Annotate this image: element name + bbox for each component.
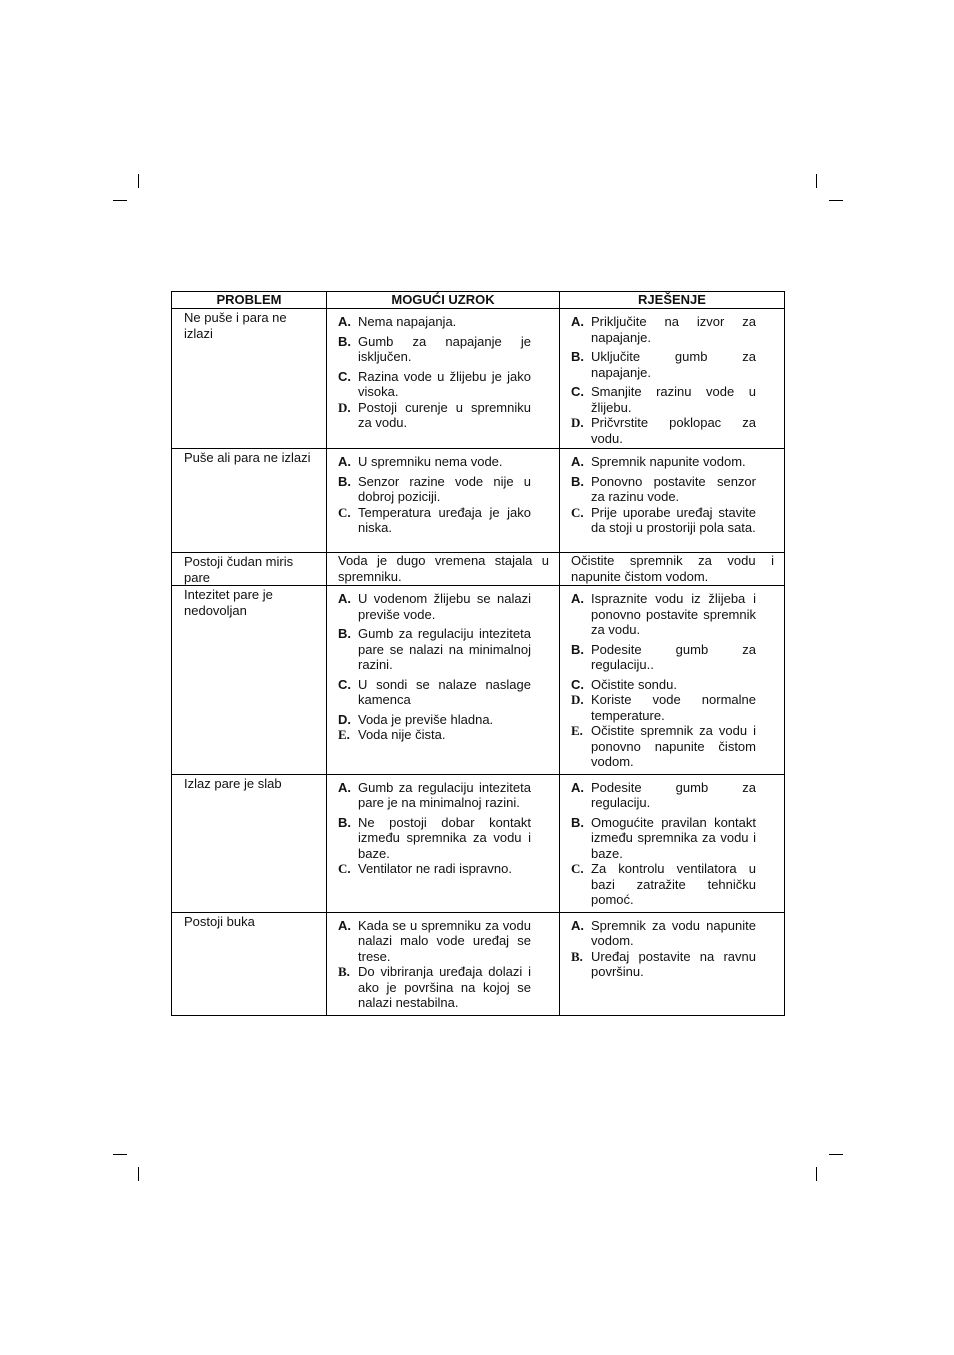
item-text: Za kontrolu ventilatora u bazi zatražite tehničku pomoć. [591,861,756,907]
problem-cell [172,449,327,553]
solution-item [571,384,756,415]
crop-mark-bottom-left-v [138,1167,139,1181]
item-text: U spremniku nema vode. [358,454,503,469]
problem-cell [172,774,327,912]
item-letter: D. [338,711,351,727]
header-problem: PROBLEM [172,292,327,309]
item-letter: B. [571,948,583,964]
cause-cell [327,774,560,912]
item-letter: A. [338,454,351,469]
item-letter: B. [571,473,584,489]
table-row [172,309,785,449]
cause-item [338,861,531,877]
item-letter: D. [571,692,584,707]
cause-item [338,314,531,330]
item-text: Omogućite pravilan kontakt između spremnika za vodu i baze. [591,814,756,861]
item-letter: B. [571,814,584,830]
item-letter: B. [571,349,584,364]
cause-item [338,454,531,470]
solution-item [571,454,756,470]
item-text: Voda je previše hladna. [358,711,494,727]
item-text: U sondi se nalaze naslage kamenca [358,676,531,707]
problem-text: Postoji čudan miris pare [184,554,294,585]
cause-item [338,591,531,622]
cause-item [338,780,531,811]
crop-mark-top-left-v [138,174,139,188]
cause-item [338,918,531,965]
solution-item [571,692,756,723]
item-letter: C. [338,504,351,520]
item-letter: E. [338,727,350,742]
item-text: Ventilator ne radi ispravno. [358,861,512,876]
item-text: Podesite gumb za regulaciju. [591,779,756,810]
cause-cell [327,309,560,449]
crop-mark-top-right-v [816,174,817,188]
item-letter: B. [571,641,584,657]
solution-item [571,349,756,380]
item-text: Priključite na izvor za napajanje. [591,314,756,345]
item-text: Senzor razine vode nije u dobroj poziciji. [358,473,531,504]
cause-cell [327,449,560,553]
item-letter: E. [571,723,583,738]
item-text: Ne postoji dobar kontakt između spremnika za vodu i baze. [358,814,531,861]
solution-item [571,723,756,770]
item-letter: C. [338,676,351,692]
solution-cell [560,586,785,775]
solution-item [571,677,756,693]
item-letter: D. [338,399,351,415]
item-text: Očistite spremnik za vodu i ponovno napunite čistom vodom. [591,723,756,769]
problem-cell [172,309,327,449]
item-text: Podesite gumb za regulaciju.. [591,641,756,672]
item-letter: A. [338,591,351,606]
solution-item [571,474,756,505]
table-row [172,912,785,1015]
item-text: Očistite sondu. [591,676,677,692]
item-text: Pričvrstite poklopac za vodu. [591,415,756,446]
cause-item [338,400,531,431]
solution-item [571,415,756,446]
item-letter: A. [338,779,351,795]
solution-cell [560,449,785,553]
cause-cell [327,586,560,775]
table-row [172,553,785,586]
item-text: Ispraznite vodu iz žlijeba i ponovno postavite spremnik za vodu. [591,591,756,637]
cause-item [338,505,531,536]
item-text: Voda nije čista. [358,727,446,742]
solution-item [571,505,756,536]
solution-item [571,314,756,345]
solution-item [571,815,756,862]
item-text: Spremnik napunite vodom. [591,454,746,469]
cause-item [338,334,531,365]
cause-item [338,626,531,673]
problem-text: Postoji buka [184,913,255,929]
item-text: Gumb za regulaciju inteziteta pare je na minimalnoj razini. [358,779,531,810]
item-text: Nema napajanja. [358,314,457,329]
solution-item [571,861,756,908]
cause-item [338,727,531,743]
item-letter: A. [338,314,351,329]
item-letter: A. [571,591,584,606]
item-letter: C. [571,676,584,692]
item-text: Uključite gumb za napajanje. [591,349,756,380]
item-letter: C. [338,368,351,384]
problem-text: Izlaz pare je slab [184,775,282,791]
header-cause: MOGUĆI UZROK [327,292,560,309]
crop-mark-top-left-h [113,200,127,201]
item-letter: A. [571,917,584,933]
item-letter: B. [338,473,351,489]
item-letter: C. [571,504,584,520]
problem-cell [172,912,327,1015]
cause-cell [327,553,560,586]
solution-item [571,780,756,811]
crop-mark-bottom-right-v [816,1167,817,1181]
solution-item [571,591,756,638]
item-letter: C. [338,861,351,876]
table-row [172,586,785,775]
item-text: Uređaj postavite na ravnu površinu. [591,948,756,979]
problem-text: Puše ali para ne izlazi [184,450,311,465]
item-text: U vodenom žlijebu se nalazi previše vode. [358,591,531,622]
problem-text: Intezitet pare je nedovoljan [184,587,273,618]
crop-mark-bottom-right-h [829,1154,843,1155]
item-letter: C. [571,861,584,876]
cause-item [338,712,531,728]
item-letter: A. [571,779,584,795]
item-letter: B. [338,964,350,979]
solution-item [571,949,756,980]
solution-cell [560,553,785,586]
item-text: Gumb za regulaciju inteziteta pare se nalazi na minimalnoj razini. [358,626,531,672]
item-letter: C. [571,384,584,399]
item-letter: B. [338,814,351,830]
item-text: Temperatura uređaja je jako niska. [358,504,531,535]
cause-item [338,815,531,862]
item-letter: B. [338,333,351,349]
troubleshooting-table [171,291,785,1016]
item-text: Spremnik za vodu napunite vodom. [591,917,756,948]
cause-item [338,474,531,505]
cause-item [338,677,531,708]
table-row [172,449,785,553]
problem-cell [172,586,327,775]
crop-mark-top-right-h [829,200,843,201]
solution-item [571,918,756,949]
item-text: Razina vode u žlijebu je jako visoka. [358,368,531,399]
problem-cell [172,553,327,586]
cause-text: Voda je dugo vremena stajala u spremniku. [338,553,549,584]
cause-item [338,369,531,400]
solution-text: Očistite spremnik za vodu i napunite čistom vodom. [571,553,774,584]
item-text: Koriste vode normalne temperature. [591,692,756,723]
table-row [172,774,785,912]
cause-cell [327,912,560,1015]
solution-cell [560,309,785,449]
problem-text: Ne puše i para ne izlazi [184,310,287,341]
item-text: Kada se u spremniku za vodu nalazi malo vode uređaj se trese. [358,917,531,964]
item-text: Do vibriranja uređaja dolazi i ako je površina na kojoj se nalazi nestabilna. [358,964,531,1010]
item-text: Prije uporabe uređaj stavite da stoji u prostoriji pola sata. [591,504,756,535]
item-text: Smanjite razinu vode u žlijebu. [591,384,756,415]
item-text: Gumb za napajanje je isključen. [358,333,531,364]
header-solution: RJEŠENJE [560,292,785,309]
crop-mark-bottom-left-h [113,1154,127,1155]
item-letter: A. [571,314,584,329]
item-text: Postoji curenje u spremniku za vodu. [358,399,531,430]
item-letter: A. [338,917,351,933]
solution-cell [560,912,785,1015]
item-letter: B. [338,626,351,641]
item-letter: D. [571,415,584,430]
item-letter: A. [571,454,584,469]
item-text: Ponovno postavite senzor za razinu vode. [591,473,756,504]
solution-item [571,642,756,673]
solution-cell [560,774,785,912]
cause-item [338,964,531,1011]
header-row [172,292,785,309]
